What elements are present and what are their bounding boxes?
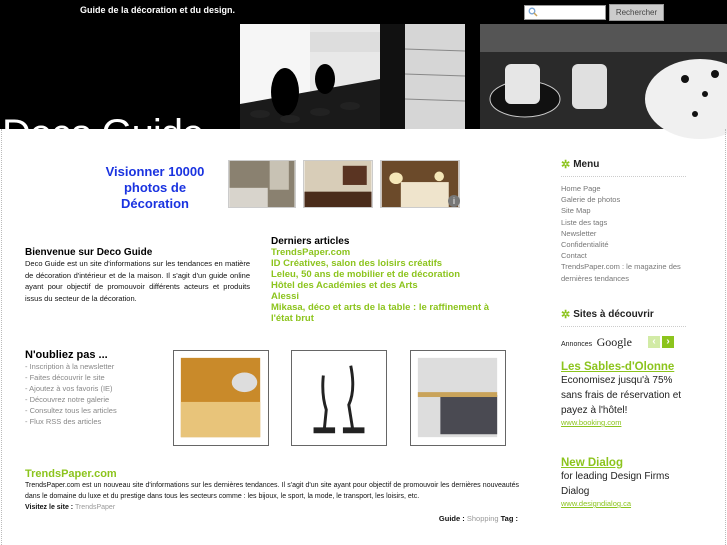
featured-article-body: TrendsPaper.com est un nouveau site d'informations sur les dernières tendances. Il s'agit d'un site ayant pour objectif de promouvoir les dernières nouveautés dans le domaine du luxe et du prestige dans tous les secteurs comme : les bijoux, le sport, la mode, le transport, les loisirs, etc. [25,482,519,500]
photo-gallery-promo[interactable]: Visionner 10000 photos de Décoration [105,164,205,211]
article-link[interactable]: Leleu, 50 ans de mobilier et de décoration [271,269,460,280]
visit-link[interactable]: TrendsPaper [74,504,116,511]
menu-item-trendspaper[interactable]: TrendsPaper.com : le magazine des dernières tendances [561,262,681,283]
banner-image-tableware [480,24,727,129]
star-icon: ✲ [561,159,571,171]
article-link[interactable]: Hôtel des Académies et des Arts [271,280,418,291]
site-tagline: Guide de la décoration et du design. [80,5,236,15]
search-icon [528,7,538,17]
ad-item [561,361,686,427]
ad-description: Economisez jusqu'à 75% sans frais de réservation et payez à l'hôtel! [561,375,682,416]
ad-title[interactable]: New Dialog [561,457,623,469]
guide-label: Guide : [438,514,465,523]
ads-label: Annonces [561,341,593,348]
latest-articles-title: Derniers articles [271,236,350,247]
reminder-link-articles[interactable]: - Consultez tous les articles [25,406,117,415]
promo-thumb-kitchen[interactable] [303,160,373,208]
reminder-section [25,349,165,427]
guide-link[interactable]: Shopping [466,514,499,523]
article-link[interactable]: Mikasa, déco et arts de la table : le raffinement à l'état brut [271,302,490,324]
ad-url[interactable]: www.designdialog.ca [561,499,632,508]
header-banner [0,24,727,156]
menu-item-privacy[interactable]: Confidentialité [561,240,609,250]
article-link[interactable]: ID Créatives, salon des loisirs créatifs [271,258,443,269]
welcome-text: Deco Guide est un site d'informations sur les tendances en matière de décoration d'intérieur et de la maison. Il s'agit d'un guide online ayant pour objectif de promouvoir différents acteurs et produits issus du secteur de la décoration. [25,259,250,303]
menu-item-gallery[interactable]: Galerie de photos [561,195,621,205]
welcome-section [25,247,250,304]
featured-article-title[interactable]: TrendsPaper.com [25,468,117,480]
menu-item-newsletter[interactable]: Newsletter [561,228,597,238]
featured-article [25,468,519,513]
reminder-link-favorites[interactable]: - Ajoutez à vos favoris (IE) [25,384,113,393]
star-icon: ✲ [561,309,571,321]
sidebar-menu [561,158,686,284]
reminder-link-gallery[interactable]: - Découvrez notre galerie [25,395,110,404]
chevron-left-icon[interactable]: ‹ [648,336,660,348]
featured-article-text [25,480,519,513]
banner-image-interior [240,24,480,129]
info-icon[interactable]: i [448,195,460,207]
sites-section [561,308,686,508]
reminder-link-rss[interactable]: - Flux RSS des articles [25,417,102,426]
article-meta [300,514,518,523]
ad-description: for leading Design Firms Dialog [561,471,670,497]
article-link[interactable]: Alessi [271,291,299,302]
google-logo[interactable]: Google [596,335,632,349]
latest-articles [271,236,511,324]
sites-title: Sites à découvrir [573,309,654,320]
menu-item-tags[interactable]: Liste des tags [561,217,608,227]
photo-frame-interior[interactable] [173,350,269,446]
menu-item-sitemap[interactable]: Site Map [561,206,591,216]
top-bar [0,0,727,24]
ad-url[interactable]: www.booking.com [561,418,622,427]
photo-frame-sculptures[interactable] [291,350,387,446]
article-link[interactable]: TrendsPaper.com [271,247,351,258]
chevron-right-icon[interactable]: › [662,336,674,348]
menu-item-home[interactable]: Home Page [561,184,601,193]
visit-label: Visitez le site : [25,504,74,511]
menu-item-contact[interactable]: Contact [561,251,587,261]
tag-label: Tag : [500,514,518,523]
promo-thumb-bedroom[interactable] [228,160,296,208]
menu-title: Menu [573,159,600,170]
ad-item [561,457,686,508]
search-button[interactable]: Rechercher [609,4,664,21]
reminder-link-share[interactable]: - Faites découvrir le site [25,373,105,382]
ad-title[interactable]: Les Sables-d'Olonne [561,361,675,373]
welcome-title: Bienvenue sur Deco Guide [25,247,153,258]
reminder-link-newsletter[interactable]: - Inscription à la newsletter [25,362,115,371]
site-logo[interactable]: Deco Guide [2,112,204,156]
photo-frame-kitchen[interactable] [410,350,506,446]
reminder-title: N'oubliez pas ... [25,349,108,361]
